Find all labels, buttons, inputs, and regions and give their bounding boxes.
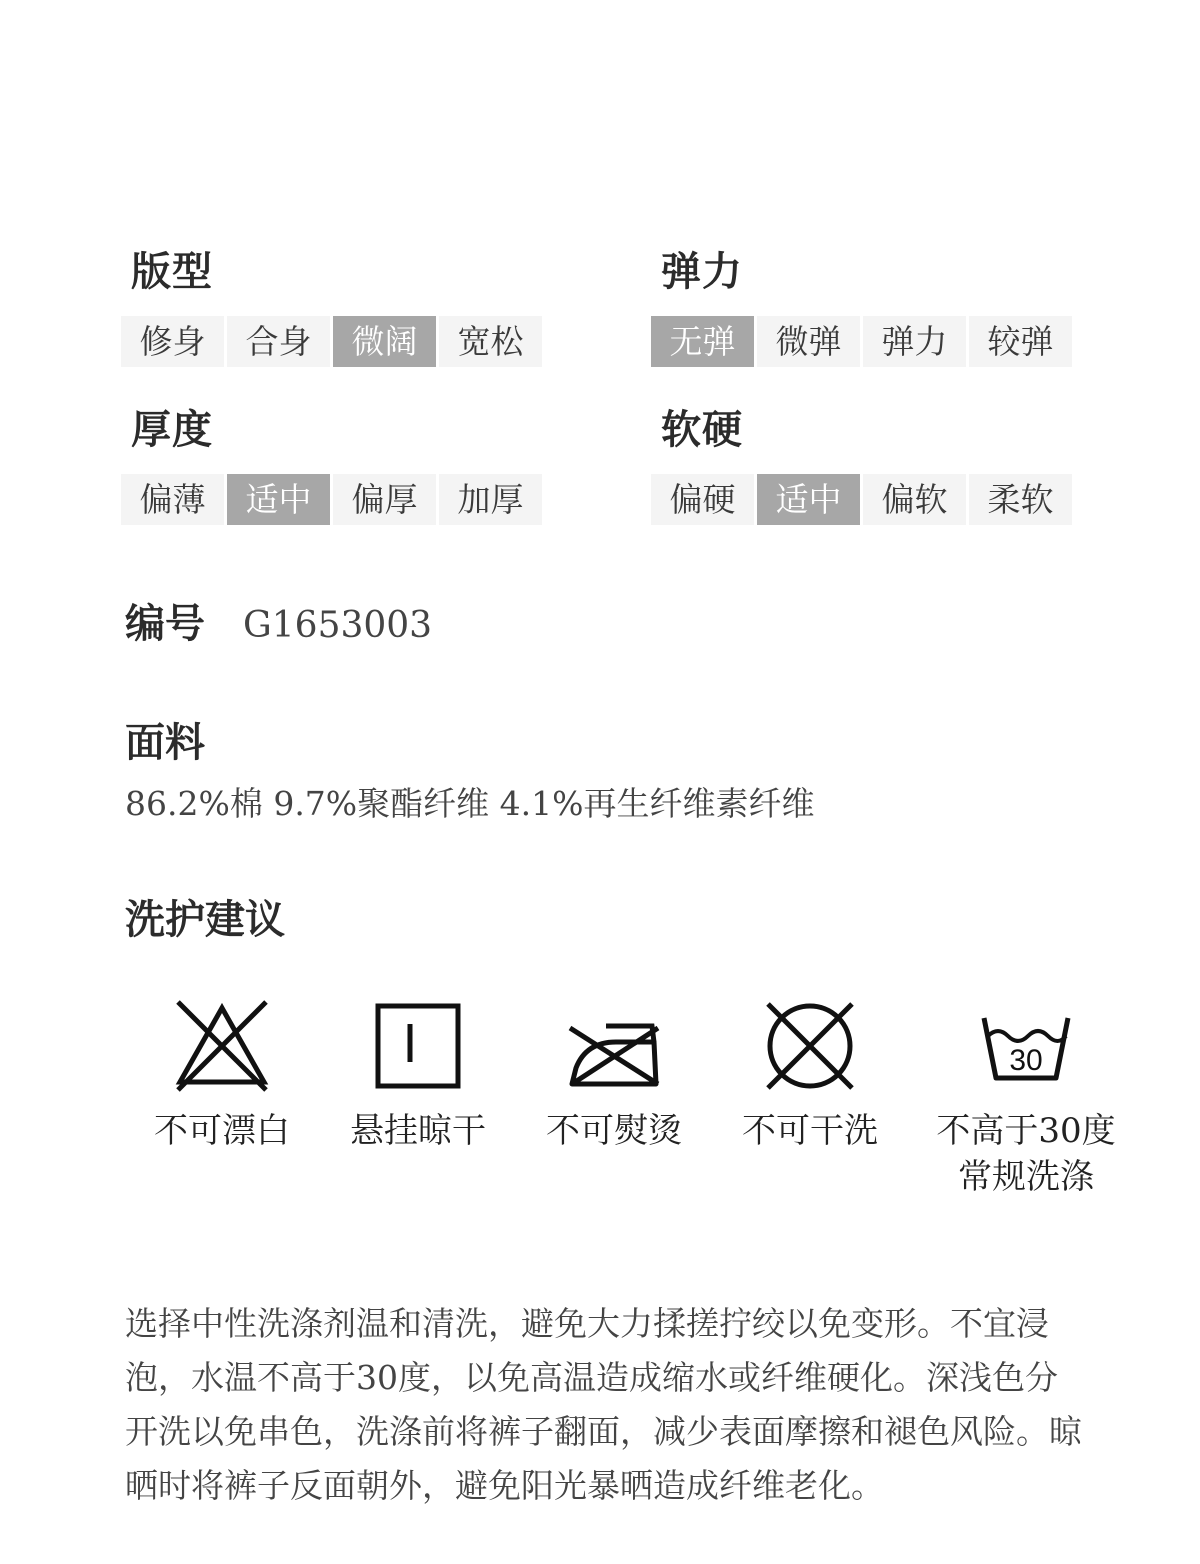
fabric-composition: 86.2%棉 9.7%聚酯纤维 4.1%再生纤维素纤维 xyxy=(125,784,815,823)
attr-group-fit xyxy=(121,248,542,367)
wash-30-icon xyxy=(978,998,1074,1094)
option-fit: 合身 xyxy=(227,316,330,367)
attr-group-softness xyxy=(651,406,1072,525)
product-code-row xyxy=(125,592,432,649)
option-thickness: 适中 xyxy=(227,474,330,525)
attr-title-fit: 版型 xyxy=(131,249,213,295)
care-item-hang-dry xyxy=(323,998,513,1154)
care-item-no-bleach xyxy=(127,998,317,1154)
care-label: 不高于30度 常规洗涤 xyxy=(936,1111,1116,1197)
care-label: 不可干洗 xyxy=(742,1111,878,1151)
option-stretch: 无弹 xyxy=(651,316,754,367)
fabric-title: 面料 xyxy=(125,720,205,766)
options-thickness xyxy=(121,474,542,525)
attr-title-thickness: 厚度 xyxy=(131,407,213,453)
attr-title-softness: 软硬 xyxy=(661,407,743,453)
attr-title-stretch: 弹力 xyxy=(661,249,743,295)
options-fit xyxy=(121,316,542,367)
no-bleach-icon xyxy=(174,998,270,1094)
wash-temp-value: 30 xyxy=(1009,1044,1043,1077)
option-softness: 偏硬 xyxy=(651,474,754,525)
care-title: 洗护建议 xyxy=(125,897,285,943)
option-fit: 微阔 xyxy=(333,316,436,367)
care-item-wash-30 xyxy=(911,998,1141,1200)
care-label: 不可漂白 xyxy=(154,1111,290,1151)
attr-group-stretch xyxy=(651,248,1072,367)
option-softness: 适中 xyxy=(757,474,860,525)
option-fit: 宽松 xyxy=(439,316,542,367)
attr-group-thickness xyxy=(121,406,542,525)
option-thickness: 偏厚 xyxy=(333,474,436,525)
options-softness xyxy=(651,474,1072,525)
care-description: 选择中性洗涤剂温和清洗，避免大力揉搓拧绞以免变形。不宜浸泡，水温不高于30度，以免高温造成缩水或纤维硬化。深浅色分开洗以免串色，洗涤前将裤子翻面，减少表面摩擦和褪色风险。晾晒时将裤子反面朝外，避免阳光暴晒造成纤维老化。 xyxy=(125,1304,1082,1505)
hang-dry-icon xyxy=(370,998,466,1094)
option-softness: 偏软 xyxy=(863,474,966,525)
care-item-no-dry-clean xyxy=(715,998,905,1154)
option-stretch: 微弹 xyxy=(757,316,860,367)
care-label: 悬挂晾干 xyxy=(350,1111,486,1151)
option-thickness: 偏薄 xyxy=(121,474,224,525)
care-item-no-iron xyxy=(519,998,709,1154)
no-dry-clean-icon xyxy=(762,998,858,1094)
option-softness: 柔软 xyxy=(969,474,1072,525)
care-label: 不可熨烫 xyxy=(546,1111,682,1151)
option-stretch: 较弹 xyxy=(969,316,1072,367)
option-stretch: 弹力 xyxy=(863,316,966,367)
options-stretch xyxy=(651,316,1072,367)
option-fit: 修身 xyxy=(121,316,224,367)
no-iron-icon xyxy=(566,998,662,1094)
product-code-value: G1653003 xyxy=(243,605,433,646)
care-icons xyxy=(0,998,1200,1208)
option-thickness: 加厚 xyxy=(439,474,542,525)
product-code-label: 编号 xyxy=(125,601,205,647)
